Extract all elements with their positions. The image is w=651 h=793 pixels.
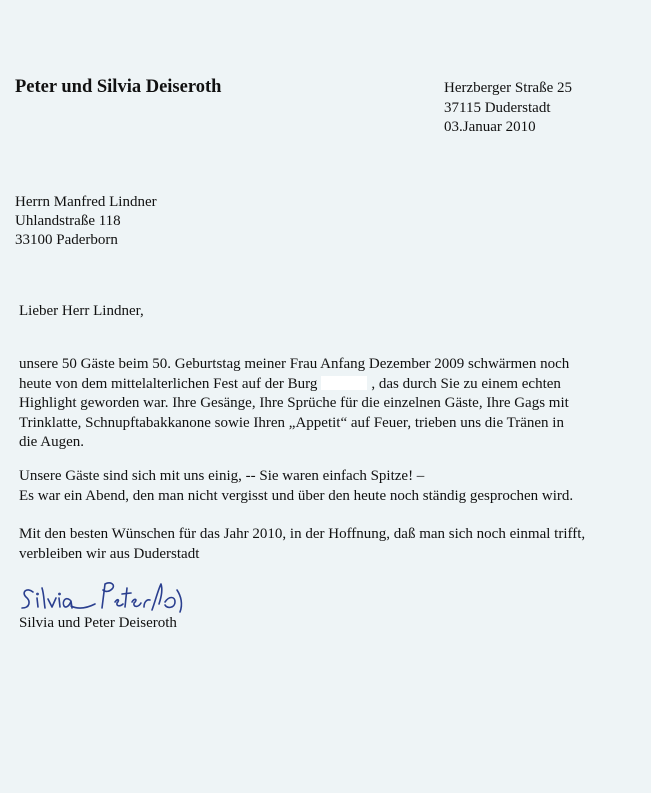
paragraph-line: die Augen. <box>19 434 84 450</box>
paragraph-line-part: , das durch Sie zu einem echten <box>371 375 561 392</box>
body-paragraph-3 <box>19 525 585 564</box>
recipient-street: Uhlandstraße 118 <box>15 213 121 229</box>
paragraph-line <box>19 375 569 395</box>
paragraph-line: Es war ein Abend, den man nicht vergisst und über den heute noch ständig gesprochen wird. <box>19 487 574 504</box>
printed-signature-name: Silvia und Peter Deiseroth <box>19 615 177 631</box>
recipient-address-block <box>15 193 157 250</box>
sender-name: Peter und Silvia Deiseroth <box>15 77 222 97</box>
paragraph-line-part: heute von dem mittelalterlichen Fest auf der Burg <box>19 375 318 392</box>
body-paragraph-2 <box>19 467 573 506</box>
paragraph-line: verbleiben wir aus Duderstadt <box>19 545 200 562</box>
body-paragraph-1 <box>19 355 569 453</box>
sender-address-block <box>444 79 572 138</box>
handwritten-signature <box>19 572 199 616</box>
paragraph-line: unsere 50 Gäste beim 50. Geburtstag meiner Frau Anfang Dezember 2009 schwärmen noch <box>19 356 570 372</box>
paragraph-line: Unsere Gäste sind sich mit uns einig, -- Sie waren einfach Spitze! – <box>19 468 425 484</box>
redacted-name-box <box>321 376 367 390</box>
salutation: Lieber Herr Lindner, <box>19 303 144 319</box>
signature-drawing <box>19 572 199 616</box>
recipient-city: 33100 Paderborn <box>15 232 118 248</box>
paragraph-line: Trinklatte, Schnupftabakkanone sowie Ihren „Appetit“ auf Feuer, trieben uns die Tränen in <box>19 414 564 431</box>
sender-city: 37115 Duderstadt <box>444 99 551 116</box>
paragraph-line: Highlight geworden war. Ihre Gesänge, Ihre Sprüche für die einzelnen Gäste, Ihre Gags mit <box>19 395 569 411</box>
sender-street: Herzberger Straße 25 <box>444 80 572 96</box>
letter-date: 03.Januar 2010 <box>444 119 536 135</box>
recipient-name: Herrn Manfred Lindner <box>15 194 157 210</box>
paragraph-line: Mit den besten Wünschen für das Jahr 2010, in der Hoffnung, daß man sich noch einmal trifft, <box>19 526 586 542</box>
